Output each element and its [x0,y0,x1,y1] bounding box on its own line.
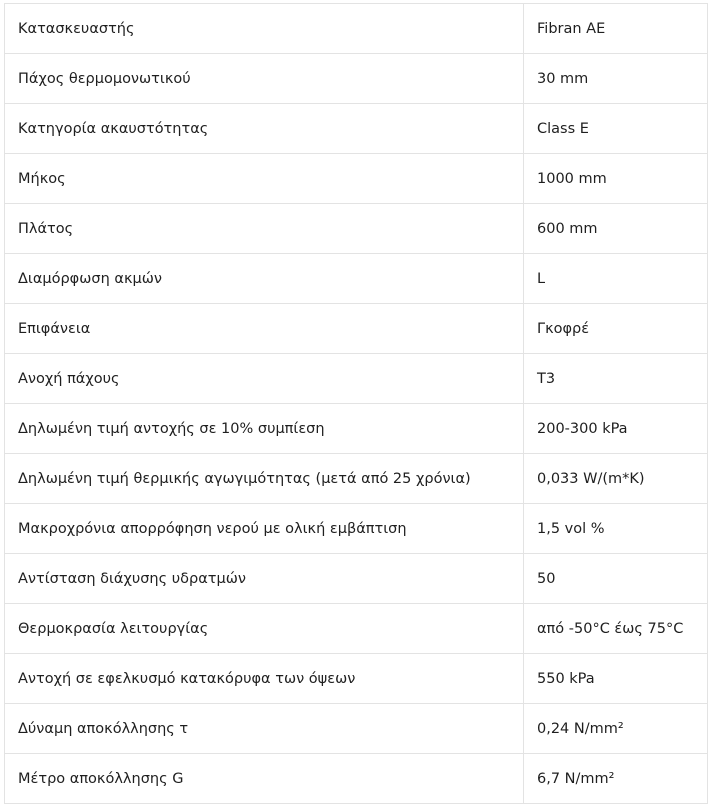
spec-value: 0,033 W/(m*K) [524,454,708,504]
table-row [5,604,708,654]
spec-label: Δύναμη αποκόλλησης τ [5,704,524,754]
table-row [5,654,708,704]
table-row [5,554,708,604]
spec-label: Μακροχρόνια απορρόφηση νερού με ολική εμβάπτιση [5,504,524,554]
spec-label: Κατηγορία ακαυστότητας [5,104,524,154]
spec-label: Μέτρο αποκόλλησης G [5,754,524,804]
spec-label: Δηλωμένη τιμή αντοχής σε 10% συμπίεση [5,404,524,454]
table-row [5,54,708,104]
table-row [5,404,708,454]
spec-value: Γκοφρέ [524,304,708,354]
spec-value: 0,24 N/mm² [524,704,708,754]
table-row [5,754,708,804]
table-row [5,204,708,254]
spec-value: 1000 mm [524,154,708,204]
spec-value: Fibran AE [524,4,708,54]
table-row [5,154,708,204]
spec-value: 50 [524,554,708,604]
spec-label: Πλάτος [5,204,524,254]
table-row [5,304,708,354]
table-row [5,354,708,404]
specifications-table-body [5,4,708,804]
spec-label: Διαμόρφωση ακμών [5,254,524,304]
spec-label: Θερμοκρασία λειτουργίας [5,604,524,654]
spec-value: από -50°C έως 75°C [524,604,708,654]
spec-value: L [524,254,708,304]
table-row [5,504,708,554]
table-row [5,704,708,754]
spec-label: Πάχος θερμομονωτικού [5,54,524,104]
specifications-table [4,3,708,804]
spec-label: Δηλωμένη τιμή θερμικής αγωγιμότητας (μετά από 25 χρόνια) [5,454,524,504]
spec-value: Class E [524,104,708,154]
spec-value: T3 [524,354,708,404]
table-row [5,4,708,54]
spec-label: Επιφάνεια [5,304,524,354]
spec-value: 550 kPa [524,654,708,704]
table-row [5,454,708,504]
spec-label: Αντοχή σε εφελκυσμό κατακόρυφα των όψεων [5,654,524,704]
spec-value: 600 mm [524,204,708,254]
spec-label: Ανοχή πάχους [5,354,524,404]
spec-label: Μήκος [5,154,524,204]
spec-label: Αντίσταση διάχυσης υδρατμών [5,554,524,604]
spec-label: Κατασκευαστής [5,4,524,54]
spec-value: 6,7 N/mm² [524,754,708,804]
spec-value: 200-300 kPa [524,404,708,454]
spec-value: 30 mm [524,54,708,104]
spec-value: 1,5 vol % [524,504,708,554]
table-row [5,104,708,154]
table-row [5,254,708,304]
